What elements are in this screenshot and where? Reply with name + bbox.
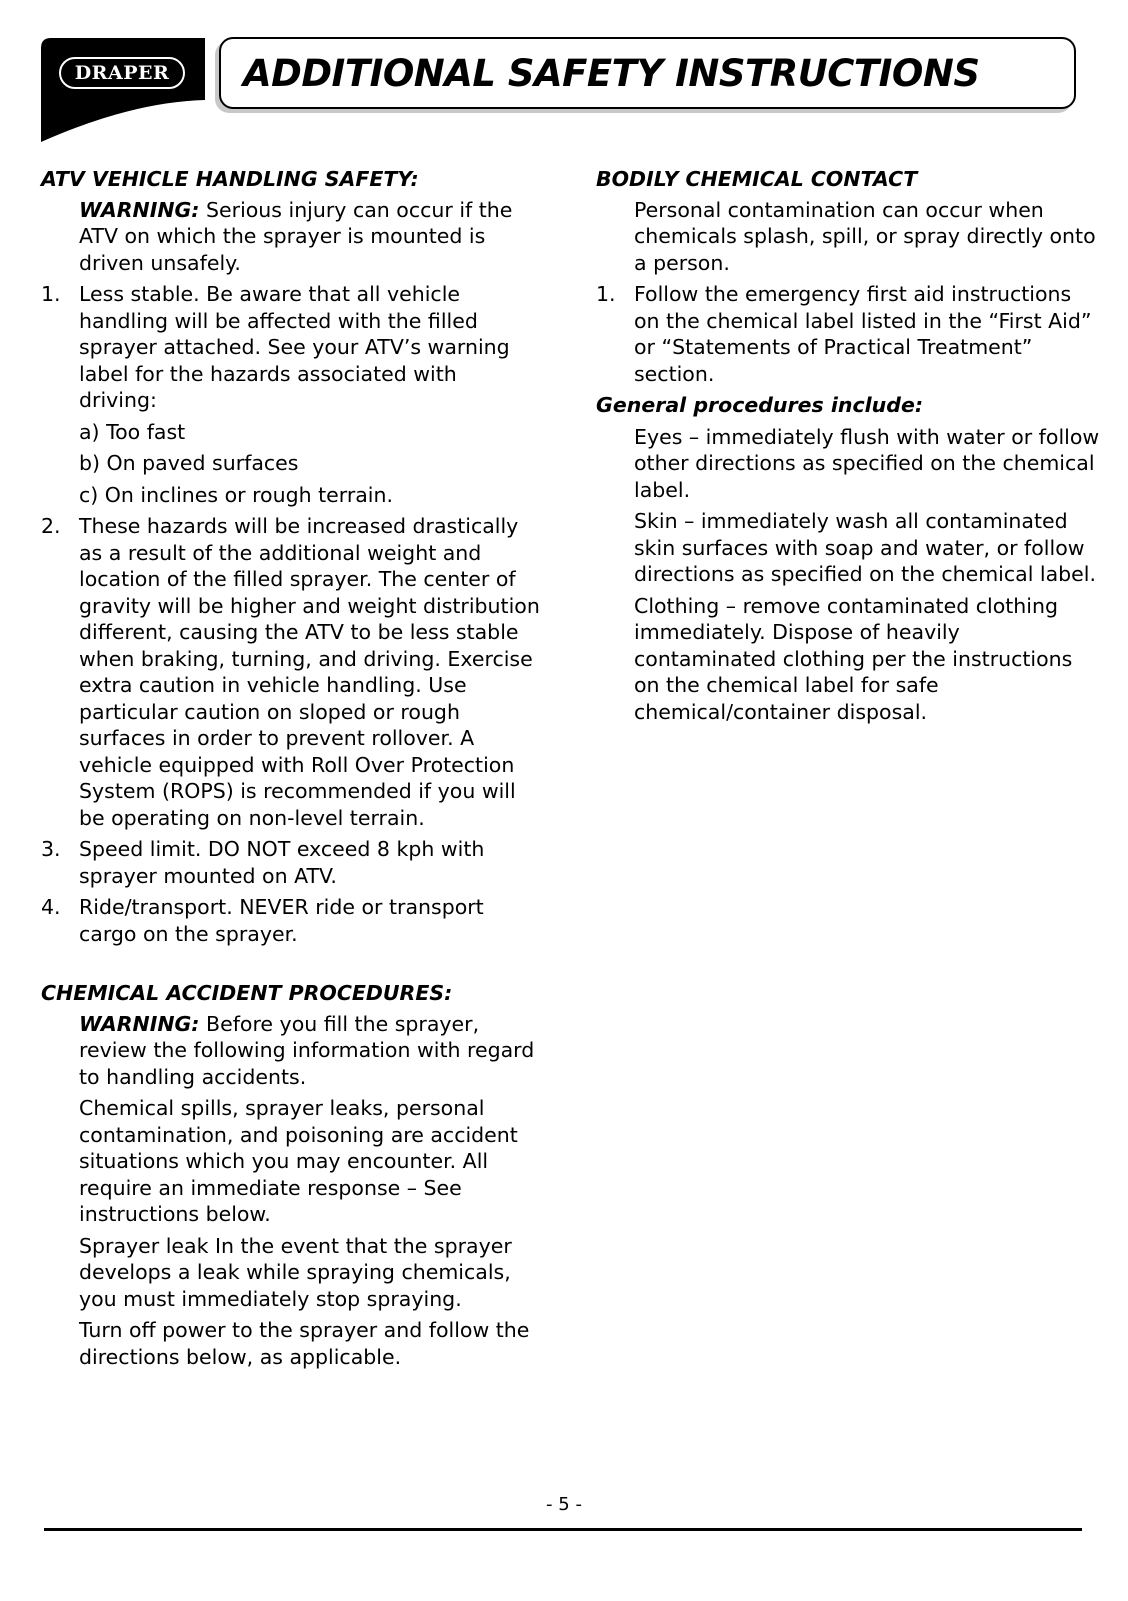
atv-warning — [79, 197, 541, 277]
chemical-paragraph: Chemical spills, sprayer leaks, personal contamination, and poisoning are accident situations which you may encounter. All require an immediate response – See instructions below. — [79, 1096, 518, 1226]
logo-swoosh-shape — [41, 38, 205, 142]
right-column — [596, 166, 1101, 730]
page-number: - 5 - — [546, 1494, 582, 1515]
list-item-number: 3. — [41, 837, 61, 861]
list-item-number: 1. — [596, 282, 616, 306]
list-item-number: 4. — [41, 895, 61, 919]
list-item-text: These hazards will be increased drastically as a result of the additional weight and location of the filled sprayer. The center of gravity will be higher and weight distribution different, causing the ATV to be less stable when braking, turning, and driving. Exercise extra caution in vehicle handling. Use particular caution on sloped or rough surfaces in order to prevent rollover. A vehicle equipped with Roll Over Protection System (ROPS) is recommended if you will be operating on non-level terrain. — [79, 514, 540, 830]
left-column — [41, 166, 541, 1375]
footer-divider — [44, 1528, 1082, 1531]
chemical-warning-label: WARNING: — [79, 1011, 200, 1036]
chemical-paragraph: Sprayer leak In the event that the sprayer develops a leak while spraying chemicals, you must immediately stop spraying. — [79, 1233, 512, 1311]
page-title: ADDITIONAL SAFETY INSTRUCTIONS — [243, 51, 980, 95]
list-item — [41, 836, 541, 889]
draper-logo: DRAPER — [59, 57, 185, 89]
atv-heading: ATV VEHICLE HANDLING SAFETY: — [41, 167, 419, 191]
brand-logo-block — [41, 38, 205, 142]
sub-item: a) Too fast — [79, 419, 186, 444]
list-item-text: Ride/transport. NEVER ride or transport cargo on the sprayer. — [79, 895, 484, 946]
list-item-number: 2. — [41, 514, 61, 538]
bodily-contact-heading: BODILY CHEMICAL CONTACT — [596, 167, 918, 191]
list-item — [41, 513, 541, 831]
procedure-paragraph: Skin – immediately wash all contaminated skin surfaces with soap and water, or follow directions as specified on the chemical label. — [634, 509, 1097, 586]
list-item — [596, 281, 1101, 387]
chemical-heading: CHEMICAL ACCIDENT PROCEDURES: — [41, 981, 453, 1005]
procedures-subheading: General procedures include: — [596, 393, 924, 417]
chemical-warning-text: Before you fill the sprayer, review the following information with regard to handling accidents. — [79, 1011, 535, 1089]
atv-warning-label: WARNING: — [79, 197, 200, 222]
list-item — [41, 894, 541, 947]
sub-item: b) On paved surfaces — [79, 451, 299, 475]
list-item — [41, 281, 541, 414]
section-gap — [41, 952, 541, 980]
atv-warning-text: Serious injury can occur if the ATV on which the sprayer is mounted is driven unsafely. — [79, 197, 513, 275]
registered-mark: R — [181, 42, 194, 55]
procedure-paragraph: Clothing – remove contaminated clothing immediately. Dispose of heavily contaminated clothing per the instructions on the chemical label for safe chemical/container disposal. — [634, 593, 1073, 724]
procedure-paragraph: Eyes – immediately flush with water or follow other directions as specified on the chemical label. — [634, 424, 1100, 502]
chemical-paragraph: Turn off power to the sprayer and follow the directions below, as applicable. — [79, 1318, 530, 1369]
title-box — [219, 37, 1076, 109]
list-item-text: Follow the emergency first aid instructions on the chemical label listed in the “First Aid” or “Statements of Practical Treatment” section. — [634, 282, 1092, 386]
sub-item: c) On inclines or rough terrain. — [79, 482, 394, 507]
bodily-contact-intro: Personal contamination can occur when chemicals splash, spill, or spray directly onto a person. — [634, 197, 1096, 275]
list-item-text: Speed limit. DO NOT exceed 8 kph with sprayer mounted on ATV. — [79, 837, 485, 888]
list-item-text: Less stable. Be aware that all vehicle handling will be affected with the filled sprayer attached. See your ATV’s warning label for the hazards associated with driving: — [79, 282, 510, 412]
list-item-number: 1. — [41, 282, 61, 306]
chemical-warning — [79, 1011, 541, 1091]
